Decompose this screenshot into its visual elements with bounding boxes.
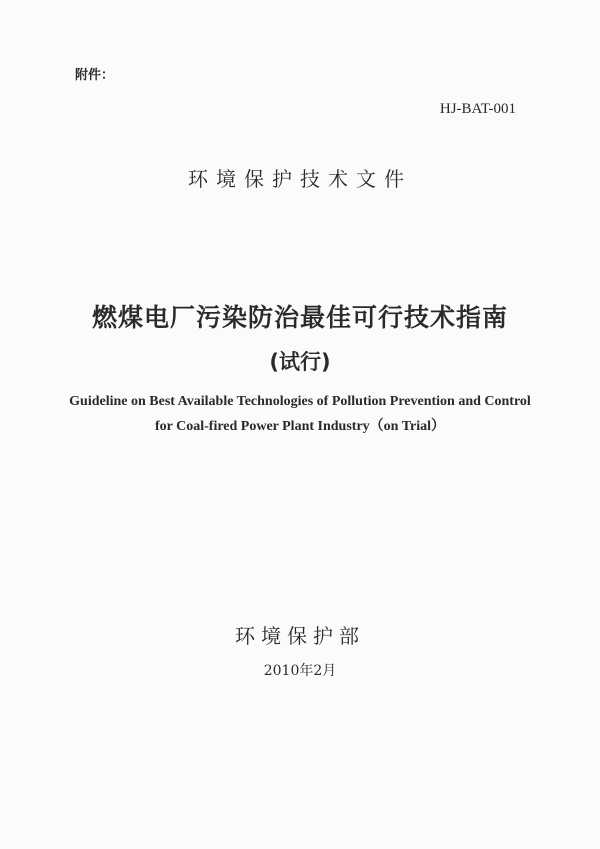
issuing-authority: 环境保护部 (235, 624, 365, 648)
trial-subtitle: (试行) (269, 350, 331, 374)
attachment-label: 附件： (75, 68, 115, 83)
document-code: HJ-BAT-001 (439, 101, 516, 117)
english-title-line-1: Guideline on Best Available Technologies of Pollution Prevention and Control (69, 394, 531, 409)
issue-date: 2010年2月 (263, 663, 337, 679)
main-title: 燃煤电厂污染防治最佳可行技术指南 (91, 303, 508, 332)
series-title: 环境保护技术文件 (188, 167, 412, 191)
english-title-line-2: for Coal-fired Power Plant Industry（on Trial） (155, 419, 445, 434)
